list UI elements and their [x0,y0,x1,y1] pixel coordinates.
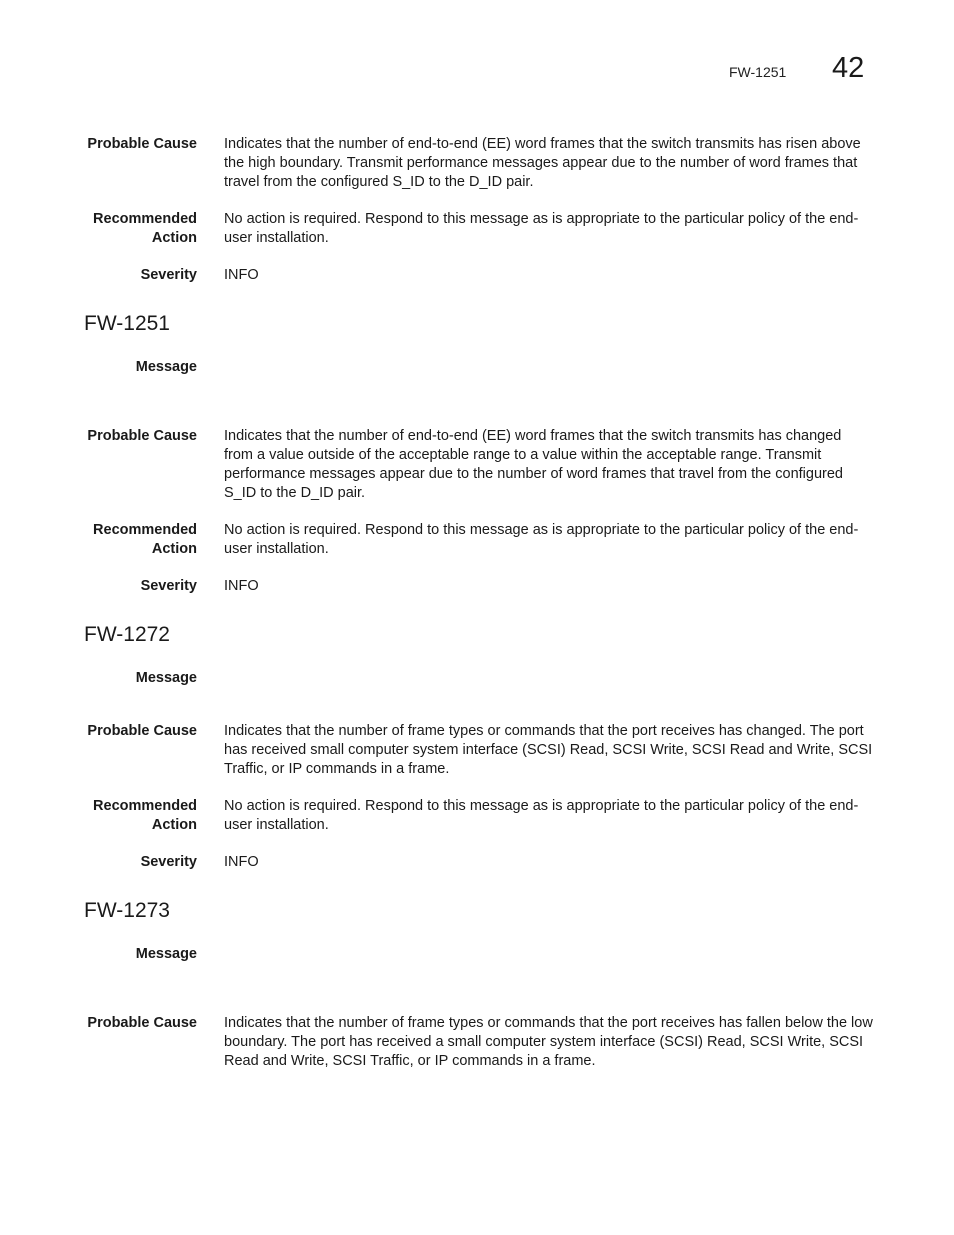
message-label: Message [135,946,197,962]
probable-cause-text: Indicates that the number of frame types or commands that the port receives has changed. The port has received small computer system interface (SCSI) Read, SCSI Write, SCSI Read and Write, SCSI Traffic, or IP commands in a frame. [224,723,873,777]
recommended-action-text: No action is required. Respond to this message as is appropriate to the particular policy of the end-user installation. [224,522,859,557]
running-title: FW-1251 [729,64,787,80]
probable-cause-label: Probable Cause [87,428,197,444]
message-heading: FW-1251 [84,312,170,335]
probable-cause-label: Probable Cause [87,136,197,152]
severity-value: INFO [224,854,259,870]
probable-cause-text: Indicates that the number of end-to-end (EE) word frames that the switch transmits has risen above the high boundary. Transmit performance messages appear due to the number of word frames that travel from the configured S_ID to the D_ID pair. [224,136,861,190]
recommended-action-text: No action is required. Respond to this message as is appropriate to the particular policy of the end-user installation. [224,798,859,833]
severity-label: Severity [140,267,197,283]
chapter-number: 42 [832,52,865,84]
message-label: Message [135,359,197,375]
probable-cause-label: Probable Cause [87,723,197,739]
severity-label: Severity [140,854,197,870]
message-label: Message [135,670,197,686]
severity-value: INFO [224,578,259,594]
recommended-action-text: No action is required. Respond to this message as is appropriate to the particular policy of the end-user installation. [224,211,859,246]
severity-label: Severity [140,578,197,594]
message-heading: FW-1273 [84,899,170,922]
message-heading: FW-1272 [84,623,170,646]
recommended-action-label: Recommended Action [93,211,197,246]
recommended-action-label: Recommended Action [93,522,197,557]
severity-value: INFO [224,267,259,283]
probable-cause-text: Indicates that the number of frame types or commands that the port receives has fallen below the low boundary. The port has received a small computer system interface (SCSI) Read, SCSI Write, SCSI Read and Write, SCSI Traffic, or IP commands in a frame. [224,1015,873,1069]
recommended-action-label: Recommended Action [93,798,197,833]
probable-cause-label: Probable Cause [87,1015,197,1031]
probable-cause-text: Indicates that the number of end-to-end (EE) word frames that the switch transmits has changed from a value outside of the acceptable range to a value within the acceptable range. Transmit performance messages appear due to the number of word frames that travel from the configured S_ID to the D_ID pair. [224,428,843,501]
